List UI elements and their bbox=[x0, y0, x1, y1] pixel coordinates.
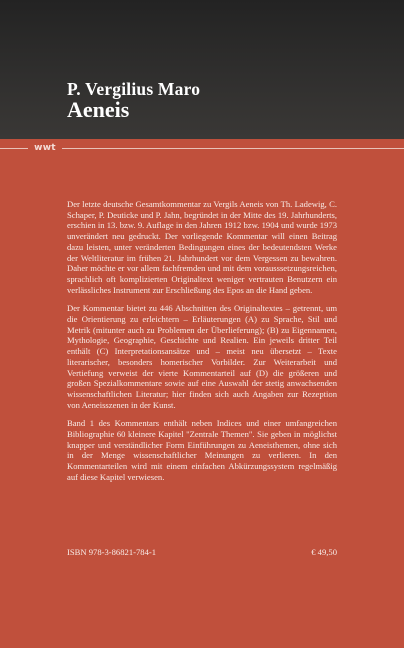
publisher-logo bbox=[28, 142, 62, 154]
author-name: P. Vergilius Maro bbox=[67, 79, 201, 99]
header-band bbox=[0, 0, 404, 139]
isbn-number: ISBN 978-3-86821-784-1 bbox=[67, 547, 157, 557]
price-label: € 49,50 bbox=[311, 547, 337, 557]
blurb-text bbox=[67, 199, 337, 491]
blurb-paragraph: Band 1 des Kommentars enthält neben Indices und einer umfangreichen Bibliographie 60 kleinere Kapitel "Zentrale Themen". Sie geben in möglichst knapper und verständlicher Form Einführungen zu Aeneisthemen, ohne sich in der Menge wissenschaftlicher Meinungen zu verlieren. In den Kommentarteilen wird mit einem einfachen Abkürzungssystem regelmäßig auf diese Kapitel verwiesen. bbox=[67, 418, 337, 482]
blurb-paragraph: Der Kommentar bietet zu 446 Abschnitten des Originaltextes – getrennt, um die Orientierung zu erleichtern – Erläuterungen (A) zu Sprache, Stil und Metrik (mitunter auch zu Problemen der Überlieferung); (B) zu Eigennamen, Mythologie, Geographie, Geschichte und Realien. Ein jeweils dritter Teil enthält (C) Interpretationsansätze und – meist neu übersetzt – Texte literarischer, besonders homerischer Vorbilder. Zur Weiterarbeit und Vertiefung verweist der vierte Kommentarteil auf (D) die größeren und großen Spezialkommentare sowie auf eine Auswahl der stetig anwachsenden wissenschaftlichen Literatur; hier finden sich auch Angaben zur Rezeption von Aeneisszenen in der Kunst. bbox=[67, 303, 337, 410]
book-title: Aeneis bbox=[67, 97, 130, 122]
blurb-paragraph: Der letzte deutsche Gesamtkommentar zu Vergils Aeneis von Th. Ladewig, C. Schaper, P. Deuticke und P. Jahn, begründet in der Mitte des 19. Jahrhunderts, erschien in 13. bzw. 9. Auflage in den Jahren 1912 bzw. 1904 und wurde 1973 unverändert neu gedruckt. Der vorliegende Kommentar will einen Beitrag dazu leisten, unter veränderten Bedingungen eines der bedeutendsten Werke der Weltliteratur im frühen 21. Jahrhundert vor dem Vergessen zu bewahren. Daher möchte er vor allem fachfremden und mit dem vorausssetzungsreichen, sprachlich oft komplizierten Originaltext weniger vertrauten Benutzern ein verlässliches Instrument zur Erschließung des Epos an die Hand geben. bbox=[67, 199, 337, 295]
publisher-logo-text: wwt bbox=[34, 143, 56, 153]
